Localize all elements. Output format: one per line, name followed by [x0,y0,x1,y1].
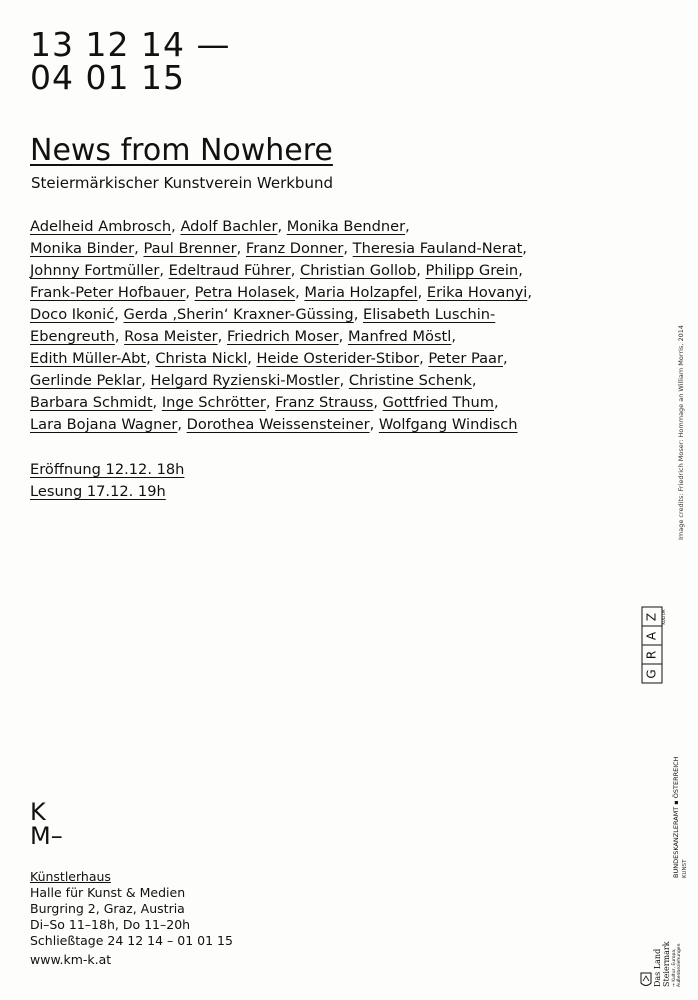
artist-separator: , [277,218,287,235]
artist-separator: , [114,328,125,345]
venue-subtitle: Halle für Kunst & Medien [30,885,186,900]
land-line1: Das Land [653,948,662,987]
artist-name: Rosa Meister [124,328,218,345]
website-link[interactable]: www.km-k.at [30,952,112,967]
graz-letter-g: G [644,669,659,679]
land-steiermark-logo [638,925,686,990]
event-dates [30,459,184,503]
artist-line [30,414,590,436]
graz-kultur-label: KULTUR [661,609,666,625]
artist-separator: , [471,372,477,389]
artist-separator: , [177,416,187,433]
artist-separator: , [339,372,349,389]
artist-line [30,348,590,370]
exhibition-subtitle: Steiermärkischer Kunstverein Werkbund [31,174,333,192]
artist-separator: , [236,240,246,257]
artist-name: Johnny Fortmüller [30,262,160,279]
logo-line-k: K [30,798,46,826]
artist-name: Edeltraud Führer [168,262,291,279]
artist-name: Franz Strauss [275,394,374,411]
artist-separator: , [171,218,181,235]
artist-separator: , [369,416,379,433]
artist-separator: , [265,394,276,411]
artist-separator: , [338,328,348,345]
artist-line [30,260,590,282]
artist-name: Gerlinde Peklar [30,372,142,389]
venue-name: Künstlerhaus [30,869,111,884]
artist-name: Adelheid Ambrosch [30,218,172,235]
graz-letter-r: R [644,650,659,660]
artist-separator: , [405,218,410,235]
artist-name: Helgard Ryzienski-Mostler [150,372,340,389]
artist-line [30,282,590,304]
image-credit: Image credits: Friedrich Moser: Hommage an William Morris, 2014 [677,325,685,540]
artist-separator: , [419,350,429,367]
artist-name: Inge Schrötter [161,394,266,411]
artist-name: Monika Binder [30,240,135,257]
artist-line [30,238,590,260]
artist-name: Philipp Grein [425,262,519,279]
artist-separator: , [503,350,508,367]
artist-line [30,304,590,326]
artist-name: Petra Holasek [194,284,296,301]
km-logo [30,800,63,848]
opening-date: Eröffnung 12.12. 18h [30,461,185,478]
artist-name: Christian Gollob [300,262,417,279]
artist-separator: , [152,394,162,411]
artist-separator: , [141,372,151,389]
artist-name: Heide Osterider-Stibor [256,350,420,367]
artist-name: Manfred Möstl [347,328,452,345]
artist-name: Gottfried Thum [382,394,495,411]
bundeskanzleramt-kunst: KUNST [682,859,688,878]
venue-street: Burgring 2, Graz, Austria [30,901,185,916]
artist-separator: , [527,284,532,301]
artist-separator: , [146,350,156,367]
artist-name: Wolfgang Windisch [378,416,518,433]
exhibition-dates [30,25,231,97]
artist-separator: , [373,394,383,411]
artist-name: Elisabeth Luschin- [362,306,496,323]
date-end: 04 01 15 [30,58,185,97]
artist-separator: , [451,328,456,345]
artist-separator: , [295,284,305,301]
artist-separator: , [290,262,300,279]
artist-name: Peter Paar [428,350,503,367]
land-line4: Außenbeziehungen [677,943,682,987]
artist-name: Franz Donner [245,240,344,257]
artist-separator: , [185,284,195,301]
closing-days: Schließtage 24 12 14 – 01 01 15 [30,933,233,948]
venue-address [30,869,233,949]
artist-name: Christine Schenk [348,372,472,389]
artist-name: Maria Holzapfel [304,284,418,301]
logo-line-m: M– [30,822,63,850]
artist-separator: , [114,306,124,323]
artist-name: Friedrich Moser [226,328,339,345]
artist-name: Christa Nickl [155,350,248,367]
artist-separator: , [217,328,227,345]
artist-line [30,216,590,238]
exhibition-title: News from Nowhere [30,133,333,168]
artist-line [30,392,590,414]
land-line2: Steiermark [662,941,671,987]
artist-separator: , [134,240,144,257]
artist-separator: , [353,306,363,323]
graz-letter-a: A [644,631,659,641]
artist-separator: , [522,240,527,257]
artist-name: Paul Brenner [143,240,237,257]
artist-name: Adolf Bachler [180,218,278,235]
artist-separator: , [247,350,257,367]
artist-name: Lara Bojana Wagner [30,416,178,433]
artist-name: Edith Müller-Abt [30,350,147,367]
artist-name: Doco Ikonić [30,306,115,323]
artist-separator: , [416,262,426,279]
artist-name: Ebengreuth [30,328,115,345]
artist-name: Barbara Schmidt [30,394,153,411]
reading-date: Lesung 17.12. 19h [30,483,166,500]
artist-separator: , [159,262,169,279]
artist-name: Erika Hovanyi [426,284,528,301]
artist-name: Monika Bendner [286,218,406,235]
artist-name: Gerda ‚Sherin‘ Kraxner-Güssing [123,306,354,323]
artist-name: Dorothea Weissensteiner [186,416,370,433]
artist-line [30,326,590,348]
graz-kultur-logo [638,605,668,685]
artist-separator: , [494,394,499,411]
steiermark-crest-icon [641,973,651,986]
artist-list [30,216,590,436]
graz-letter-z: Z [644,612,659,622]
bundeskanzleramt-logo: BUNDESKANZLERAMT ▪ ÖSTERREICH [672,756,680,878]
artist-line [30,370,590,392]
artist-separator: , [343,240,353,257]
land-line3: → Kultur, Europa, [672,948,677,987]
artist-separator: , [417,284,427,301]
date-start: 13 12 14 — [30,25,231,64]
artist-name: Frank-Peter Hofbauer [30,284,186,301]
artist-separator: , [518,262,523,279]
artist-name: Theresia Fauland-Nerat [352,240,523,257]
opening-hours: Di–So 11–18h, Do 11–20h [30,917,191,932]
